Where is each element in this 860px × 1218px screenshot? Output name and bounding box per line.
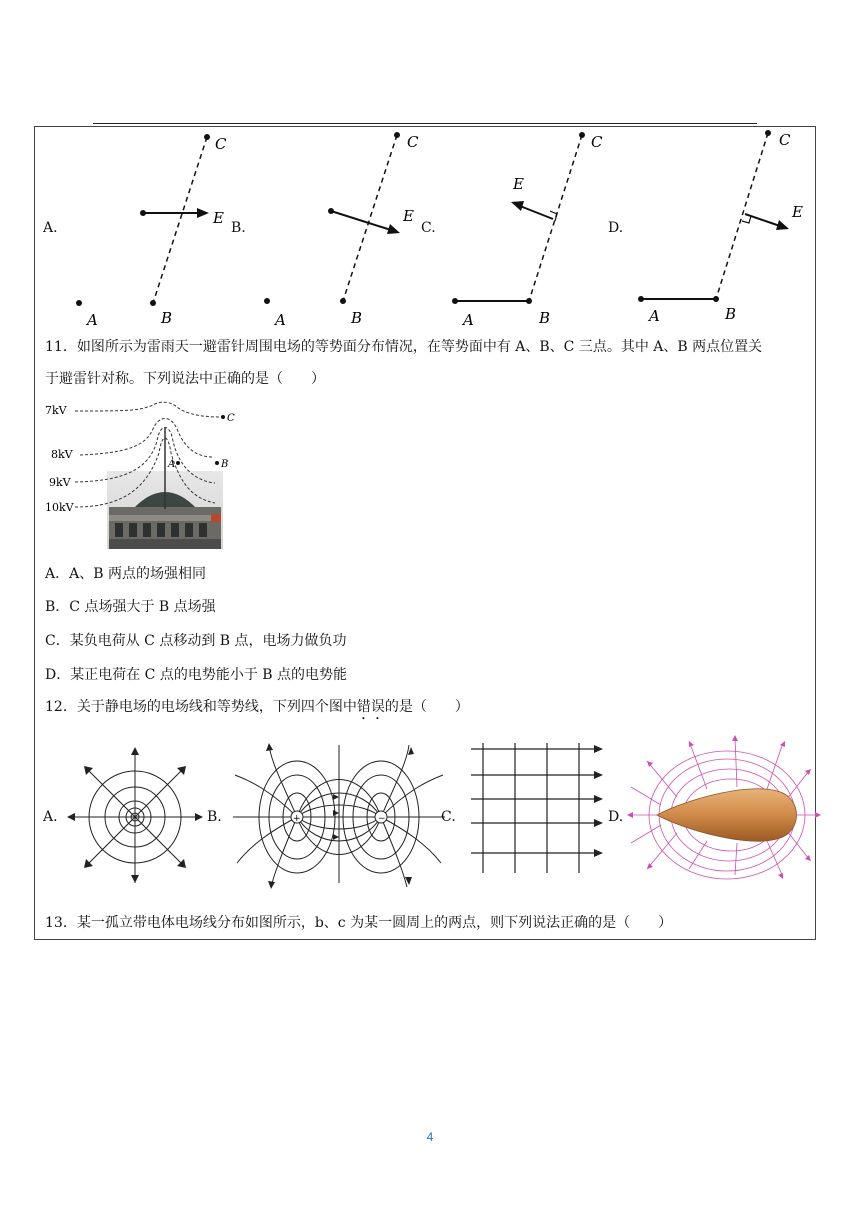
q10d-label-c: C (779, 131, 791, 149)
q10b-label-a: A (275, 311, 286, 329)
q10b-label-b: B (351, 309, 363, 327)
question-frame (34, 126, 816, 940)
q10b-label-c: C (407, 133, 419, 151)
q10-option-b-figure[interactable] (225, 127, 425, 332)
q10a-label-b: B (161, 309, 173, 327)
q10c-label-c: C (591, 133, 603, 151)
q11-stem-line1: 11．如图所示为雷雨天一避雷针周围电场的等势面分布情况，在等势面中有 A、B、C 三点。其中 A、B 两点位置关 (45, 339, 763, 355)
q10c-label-b: B (539, 309, 551, 327)
q12-stem (45, 697, 469, 723)
q11-option-a[interactable]: A．A、B 两点的场强相同 (45, 566, 206, 582)
q10a-label-e: E (213, 209, 224, 227)
q12-stem-suffix: 的是（ ） (384, 699, 469, 715)
q10d-label-a: A (649, 307, 660, 325)
q11-label-b: B (221, 459, 229, 470)
q11-label-10kv: 10kV (45, 501, 74, 514)
q11-option-b[interactable]: B．C 点场强大于 B 点场强 (45, 599, 216, 615)
q10c-label-a: A (463, 311, 474, 329)
q11-label-7kv: 7kV (45, 404, 67, 417)
q12-stem-prefix: 12．关于静电场的电场线和等势线，下列四个图中 (45, 699, 357, 715)
svg-text:−: − (378, 814, 386, 824)
q13-stem: 13．某一孤立带电体电场线分布如图所示，b、c 为某一圆周上的两点，则下列说法正确的是（ ） (45, 915, 673, 931)
q12-option-d-figure[interactable] (627, 727, 813, 869)
q10-option-c-letter: C. (421, 220, 436, 236)
q11-label-9kv: 9kV (49, 476, 71, 489)
q10-option-a-figure[interactable] (35, 127, 235, 332)
q12-option-b-letter: B. (207, 809, 222, 825)
q11-label-a: A (168, 459, 176, 470)
q12-option-a-figure[interactable] (75, 743, 195, 883)
q10d-label-b: B (725, 305, 737, 323)
q11-label-8kv: 8kV (51, 448, 73, 461)
q10-option-d-letter: D. (608, 220, 624, 236)
q12-option-d-letter: D. (608, 809, 624, 825)
q10-options-row (35, 127, 815, 332)
header-rule (93, 123, 757, 124)
q12-option-c-figure[interactable] (463, 743, 603, 873)
q11-option-c[interactable]: C．某负电荷从 C 点移动到 B 点，电场力做负功 (45, 633, 347, 649)
q12-option-a-letter: A. (43, 809, 58, 825)
q11-option-d[interactable]: D．某正电荷在 C 点的电势能小于 B 点的电势能 (45, 667, 348, 683)
q10a-label-a: A (87, 311, 98, 329)
q12-option-b-figure[interactable] (231, 741, 447, 887)
q10d-label-e: E (792, 203, 803, 221)
q12-stem-emph: 错误 (356, 699, 385, 715)
q10c-label-e: E (513, 175, 524, 193)
q12-option-c-letter: C. (441, 809, 456, 825)
q11-label-c: C (227, 413, 235, 424)
q11-lightning-rod-figure (45, 397, 245, 557)
q10-option-b-letter: B. (231, 220, 246, 236)
q10b-label-e: E (403, 207, 414, 225)
q11-stem-line2: 于避雷针对称。下列说法中正确的是（ ） (45, 371, 325, 387)
page-number: 4 (426, 1130, 434, 1144)
q10-option-a-letter: A. (43, 220, 58, 236)
svg-text:+: + (293, 814, 301, 824)
q10a-label-c: C (215, 135, 227, 153)
q10-option-d-figure[interactable] (595, 127, 815, 332)
